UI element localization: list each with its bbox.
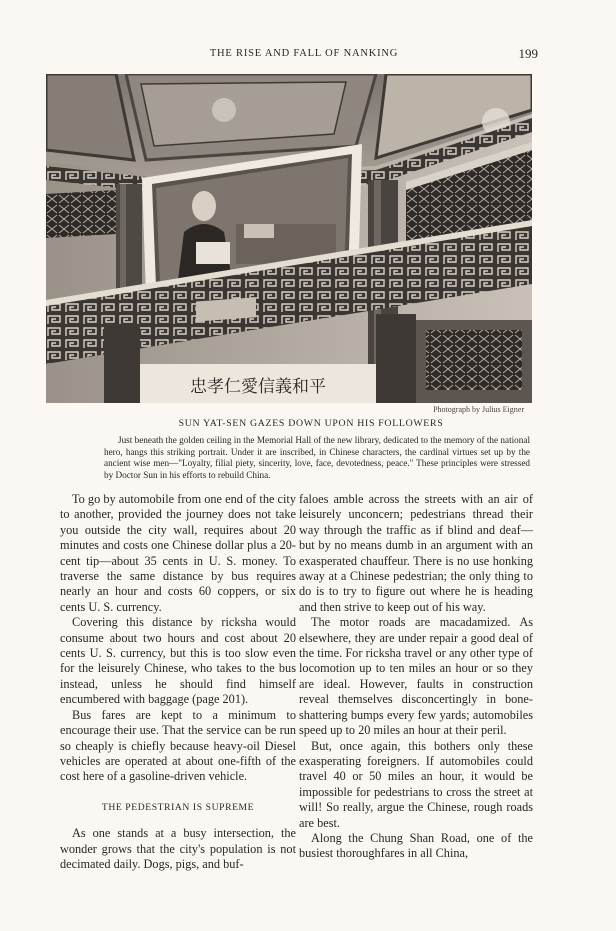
paragraph: But, once again, this bothers only these exasperating foreigners. If automobiles could travel 40 or 50 miles an hour, it would be impossible for pedestrians to cross the street at will! So really, argue the Chinese, rough roads are best. — [299, 738, 533, 830]
banner-inscription: 忠孝仁愛信義和平 — [190, 377, 326, 397]
paragraph: To go by automobile from one end of the city to another, provided the journey does not take you outside the city wall, requires about 20 minutes and costs one Chinese dollar plus a 20-cent tip—about 35 cents in U. S. money. To traverse the same distance by bus requires nearly an hour and costs 60 coppers, or six cents U. S. currency. — [60, 492, 296, 614]
paragraph: Covering this distance by ricksha would consume about two hours and cost about 20 cents U. S. currency, but this is too slow even for the leisurely Chinese, who takes to the bus instead, unless he should find himself encumbered with baggage (page 201). — [60, 615, 296, 707]
paragraph: The motor roads are macadamized. As elsewhere, they are under repair a good deal of the time. For ricksha travel or any other type of locomotion up to ten miles an hour or so they are ideal. However, faults in construction reveal themselves disconcertingly in bone-shattering bumps every few yards; automobiles speed up to 20 miles an hour at their peril. — [299, 615, 533, 738]
right-column — [299, 492, 533, 862]
photo-credit: Photograph by Julius Eigner — [433, 405, 524, 414]
running-title: THE RISE AND FALL OF NANKING — [209, 48, 399, 59]
paragraph-continuation: faloes amble across the streets with an air of leisurely unconcern; pedestrians thread their way through the traffic as if blind and deaf—but by no means dumb in an argument with an exasperated chauffeur. There is no use honking away at a Chinese pedestrian; the only thing to do is to try to figure out where he is heading and then strive to keep out of his way. — [299, 492, 533, 614]
memorial-hall-photo — [46, 74, 532, 403]
left-column — [60, 492, 296, 872]
caption-title: SUN YAT-SEN GAZES DOWN UPON HIS FOLLOWERS — [178, 418, 444, 429]
paragraph: Along the Chung Shan Road, one of the busiest thoroughfares in all China, — [299, 830, 533, 861]
photo-illustration — [46, 74, 532, 403]
section-heading: THE PEDESTRIAN IS SUPREME — [101, 801, 255, 813]
caption-text: Just beneath the golden ceiling in the Memorial Hall of the new library, dedicated to the memory of the national hero, hangs this striking portrait. Under it are inscribed, in Chinese characters, the cardinal virtues set up by the ancient wise men—"Loyalty, filial piety, sincerity, love, face, devotedness, peace." These principles were stressed by Doctor Sun in his efforts to rebuild China. — [104, 435, 530, 480]
paragraph: As one stands at a busy intersection, the wonder grows that the city's population is not decimated daily. Dogs, pigs, and buf- — [60, 826, 296, 871]
page-number: 199 — [518, 46, 538, 61]
paragraph: Bus fares are kept to a minimum to encourage their use. That the service can be run so cheaply is chiefly because heavy-oil Diesel vehicles are operated at about one-fifth of the cost here of a gasoline-driven vehicle. — [60, 707, 296, 784]
